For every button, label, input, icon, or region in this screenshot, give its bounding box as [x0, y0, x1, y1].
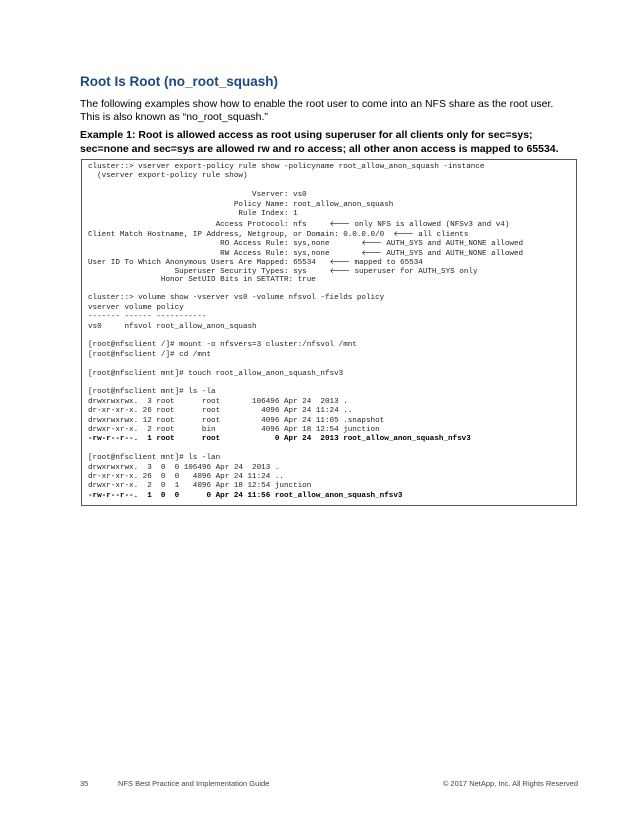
- code-comment: mapped to 65534: [349, 258, 423, 267]
- code-text: [root@nfsclient mnt]# ls -la: [88, 388, 216, 397]
- code-line: [88, 379, 576, 388]
- example-title: [80, 128, 590, 156]
- code-line: [88, 229, 576, 238]
- code-comment: superuser for AUTH_SYS only: [349, 268, 478, 277]
- intro-line: This is also known as “no_root_squash.”: [80, 111, 268, 123]
- code-comment: only NFS is allowed (NFSv3 and v4): [349, 221, 510, 230]
- code-comment: AUTH_SYS and AUTH_NONE allowed: [381, 240, 524, 249]
- code-line: [88, 201, 576, 210]
- code-text: [root@nfsclient /]# mount -o nfsvers=3 cluster:/nfsvol /mnt: [88, 341, 357, 350]
- code-text: dr-xr-xr-x. 26 0 0 4096 Apr 24 11:24 ..: [88, 472, 284, 481]
- code-text: Superuser Security Types: sys: [88, 268, 330, 277]
- code-text: vserver volume policy: [88, 303, 184, 312]
- section-heading: Root Is Root (no_root_squash): [80, 74, 278, 89]
- code-text: (vserver export-policy rule show): [88, 172, 248, 181]
- code-text: Rule Index: 1: [88, 209, 298, 218]
- code-text: drwxrwxrwx. 12 root root 4096 Apr 24 11:05 .snapshot: [88, 416, 385, 425]
- code-line: [88, 323, 576, 332]
- code-text: [root@nfsclient /]# cd /mnt: [88, 350, 212, 359]
- code-text: drwxr-xr-x. 2 0 1 4096 Apr 18 12:54 junction: [88, 482, 312, 491]
- code-text: Client Match Hostname, IP Address, Netgroup, or Domain: 0.0.0.0/0: [88, 230, 394, 239]
- left-arrow-icon: 🡐: [361, 238, 382, 248]
- code-text: cluster::> vserver export-policy rule show -policyname root_allow_anon_squash -instance: [88, 163, 485, 171]
- code-line: [88, 304, 576, 313]
- code-line: [88, 492, 576, 501]
- intro-paragraph: [80, 98, 580, 124]
- code-text: ------- ------ -----------: [88, 313, 207, 322]
- code-text: drwxr-xr-x. 2 root bin 4096 Apr 18 12:54 junction: [88, 425, 380, 434]
- footer-page-number: 35: [80, 779, 89, 788]
- code-line: [88, 445, 576, 454]
- left-arrow-icon: 🡐: [393, 228, 414, 238]
- code-line: [88, 417, 576, 426]
- code-text: [root@nfsclient mnt]# ls -lan: [88, 454, 221, 463]
- code-line: [88, 191, 576, 200]
- code-line: [88, 238, 576, 247]
- code-line: [88, 332, 576, 341]
- code-text: [root@nfsclient mnt]# touch root_allow_anon_squash_nfsv3: [88, 369, 344, 378]
- code-line: [88, 248, 576, 257]
- code-text: Policy Name: root_allow_anon_squash: [88, 200, 394, 209]
- code-line: [88, 210, 576, 219]
- code-line: [88, 285, 576, 294]
- code-line: [88, 341, 576, 350]
- example-title-line: Example 1: Root is allowed access as root using superuser for all clients only for sec=sys;: [80, 129, 533, 141]
- code-text: vs0 nfsvol root_allow_anon_squash: [88, 322, 257, 331]
- code-text: Access Protocol: nfs: [88, 221, 330, 230]
- left-arrow-icon: 🡐: [329, 256, 350, 266]
- code-block: [81, 159, 577, 506]
- code-line: [88, 182, 576, 191]
- intro-line: The following examples show how to enable the root user to come into an NFS share as the root user.: [80, 98, 554, 110]
- code-text: dr-xr-xr-x. 26 root root 4096 Apr 24 11:24 ..: [88, 407, 353, 416]
- code-line: [88, 388, 576, 397]
- code-line: [88, 294, 576, 303]
- example-title-line: sec=none and sec=sys are allowed rw and ro access; all other anon access is mapped to 65534.: [80, 143, 559, 155]
- code-line: [88, 407, 576, 416]
- code-text: RW Access Rule: sys,none: [88, 249, 362, 258]
- left-arrow-icon: 🡐: [329, 219, 350, 229]
- footer-copyright: © 2017 NetApp, Inc. All Rights Reserved: [442, 779, 578, 788]
- footer-doc-title: NFS Best Practice and Implementation Guide: [118, 779, 270, 788]
- code-line: [88, 163, 576, 172]
- code-line: [88, 351, 576, 360]
- code-text: RO Access Rule: sys,none: [88, 240, 362, 249]
- left-arrow-icon: 🡐: [361, 247, 382, 257]
- code-line: [88, 257, 576, 266]
- code-line: [88, 435, 576, 444]
- code-line: [88, 426, 576, 435]
- left-arrow-icon: 🡐: [329, 266, 350, 276]
- code-text: -rw-r--r--. 1 0 0 0 Apr 24 11:56 root_allow_anon_squash_nfsv3: [88, 491, 403, 500]
- code-line: [88, 464, 576, 473]
- code-text: cluster::> volume show -vserver vs0 -volume nfsvol -fields policy: [88, 294, 385, 303]
- code-comment: AUTH_SYS and AUTH_NONE allowed: [381, 249, 524, 258]
- code-text: drwxrwxrwx. 3 0 0 106496 Apr 24 2013 .: [88, 463, 280, 472]
- code-line: [88, 360, 576, 369]
- code-text: Honor SetUID Bits in SETATTR: true: [88, 275, 316, 284]
- code-comment: all clients: [413, 230, 469, 239]
- code-text: Vserver: vs0: [88, 191, 307, 200]
- code-line: [88, 482, 576, 491]
- code-line: [88, 398, 576, 407]
- code-text: -rw-r--r--. 1 root root 0 Apr 24 2013 root_allow_anon_squash_nfsv3: [88, 435, 471, 444]
- code-line: [88, 454, 576, 463]
- code-line: [88, 219, 576, 228]
- code-line: [88, 473, 576, 482]
- code-line: [88, 313, 576, 322]
- code-text: User ID To Which Anonymous Users Are Mapped: 65534: [88, 258, 330, 267]
- code-line: [88, 276, 576, 285]
- code-line: [88, 266, 576, 275]
- code-text: drwxrwxrwx. 3 root root 106496 Apr 24 2013 .: [88, 397, 348, 406]
- code-line: [88, 370, 576, 379]
- code-line: [88, 172, 576, 181]
